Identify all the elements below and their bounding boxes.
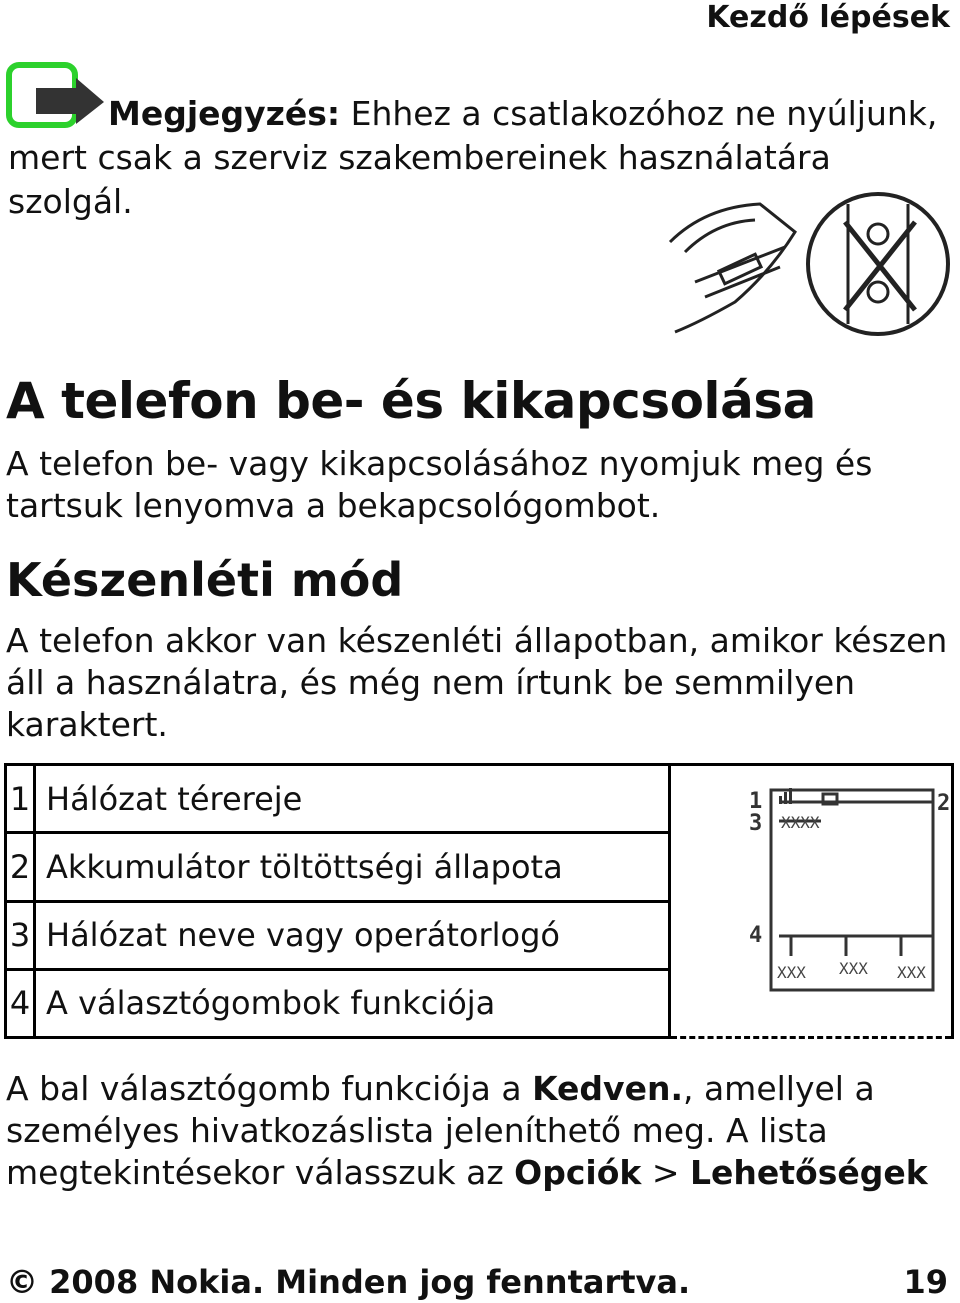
footer-copyright: © 2008 Nokia. Minden jog fenntartva. [6, 1263, 691, 1301]
page-number: 19 [903, 1263, 948, 1301]
callout-3: 3 [749, 811, 763, 836]
operator-label: XXXX [781, 813, 820, 832]
legend-label: Hálózat neve vagy operátorlogó [35, 901, 670, 969]
menu-term-kedven: Kedven. [532, 1069, 683, 1108]
callout-4: 4 [749, 923, 763, 948]
page-header: Kezdő lépések [706, 0, 950, 35]
table-row [6, 765, 953, 833]
indicator-legend-table [4, 763, 954, 1039]
legend-label: Akkumulátor töltöttségi állapota [35, 833, 670, 901]
paragraph-text: , amellyel a [682, 1069, 875, 1108]
paragraph-line-1 [6, 1068, 956, 1110]
section-power-line-2: tartsuk lenyomva a bekapcsológombot. [6, 486, 661, 525]
section-title-standby: Készenléti mód [6, 553, 404, 607]
softkey-right: XXX [897, 963, 926, 982]
section-standby-line-3: karaktert. [6, 705, 168, 744]
softkey-middle: XXX [839, 959, 868, 978]
section-power-line-1: A telefon be- vagy kikapcsolásához nyomjuk meg és [6, 444, 873, 483]
legend-label: A választógombok funkciója [35, 969, 670, 1037]
callout-2: 2 [937, 791, 951, 816]
legend-number: 1 [6, 765, 35, 833]
paragraph-line-3 [6, 1152, 956, 1194]
connector-illustration [665, 192, 955, 342]
legend-label: Hálózat térereje [35, 765, 670, 833]
legend-number: 3 [6, 901, 35, 969]
note-text-2: mert csak a szerviz szakembereinek használatára szolgál. [8, 138, 831, 221]
legend-number: 4 [6, 969, 35, 1037]
menu-separator: > [641, 1153, 690, 1192]
note-text-1: Ehhez a csatlakozóhoz ne nyúljunk, [350, 94, 938, 133]
callout-1: 1 [749, 789, 763, 814]
standby-screen-diagram [671, 766, 951, 1036]
legend-number: 2 [6, 833, 35, 901]
note-label: Megjegyzés: [108, 94, 341, 133]
menu-term-lehetosegek: Lehetőségek [689, 1153, 928, 1192]
paragraph-text: A bal választógomb funkciója a [6, 1069, 533, 1108]
screen-diagram-cell [670, 765, 953, 1038]
section-standby-line-2: áll a használatra, és még nem írtunk be semmilyen [6, 663, 856, 702]
paragraph-line-2: személyes hivatkozáslista jeleníthető meg. A lista [6, 1111, 828, 1150]
softkey-left: XXX [777, 963, 806, 982]
section-standby-line-1: A telefon akkor van készenléti állapotban, amikor készen [6, 621, 948, 660]
section-title-power: A telefon be- és kikapcsolása [6, 372, 816, 430]
paragraph-text: megtekintésekor válasszuk az [6, 1153, 515, 1192]
menu-term-opciok: Opciók [514, 1153, 642, 1192]
